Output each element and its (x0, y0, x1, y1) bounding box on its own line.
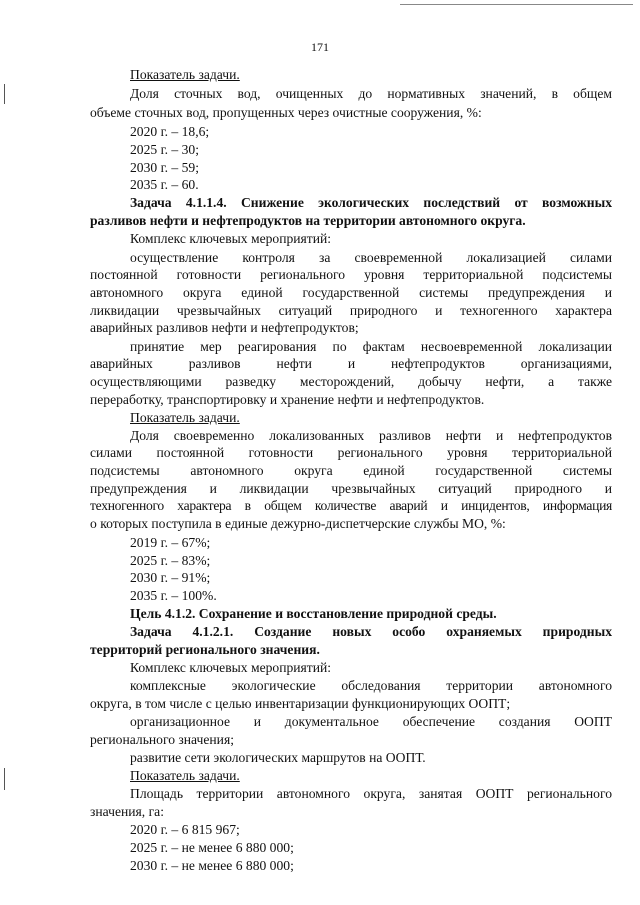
indicator-heading: Показатель задачи. (130, 67, 240, 82)
indicator-heading: Показатель задачи. (130, 410, 240, 425)
page-number: 171 (311, 40, 329, 54)
task-heading: территорий регионального значения. (90, 642, 320, 657)
paragraph-line: предупреждения и ликвидации чрезвычайных ситуаций природного и (90, 481, 612, 496)
paragraph-line: развитие сети экологических маршрутов на ООПТ. (130, 750, 426, 765)
paragraph-line: объеме сточных вод, пропущенных через очистные сооружения, %: (90, 105, 482, 120)
paragraph-line: автономного округа единой государственной системы предупреждения и (90, 285, 612, 300)
list-item: 2025 г. – 30; (130, 142, 199, 157)
paragraph-line: организационное и документальное обеспечение создания ООПТ (130, 714, 612, 729)
margin-mark (4, 768, 5, 790)
indicator-heading: Показатель задачи. (130, 768, 240, 783)
paragraph-line: принятие мер реагирования по фактам несвоевременной локализации (130, 339, 612, 354)
margin-mark (4, 84, 5, 104)
list-item: 2030 г. – 91%; (130, 570, 211, 585)
task-heading: Задача 4.1.2.1. Создание новых особо охраняемых природных (130, 624, 612, 639)
list-item: 2035 г. – 60. (130, 177, 199, 192)
goal-heading: Цель 4.1.2. Сохранение и восстановление природной среды. (130, 606, 497, 621)
list-item: 2035 г. – 100%. (130, 588, 217, 603)
paragraph-line: значения, га: (90, 804, 164, 819)
paragraph-line: округа, в том числе с целью инвентаризации функционирующих ООПТ; (90, 696, 511, 711)
paragraph-line: комплексные экологические обследования территории автономного (130, 678, 612, 693)
task-heading: Задача 4.1.1.4. Снижение экологических последствий от возможных (130, 195, 612, 210)
paragraph-line: осуществляющими разведку месторождений, добычу нефти, а также (90, 374, 612, 389)
list-item: 2025 г. – не менее 6 880 000; (130, 840, 294, 855)
paragraph-line: постоянной готовности регионального уровня территориальной подсистемы (90, 267, 612, 282)
paragraph-line: подсистемы автономного округа единой государственной системы (90, 463, 612, 478)
paragraph-line: осуществление контроля за своевременной локализацией силами (130, 250, 612, 265)
scan-edge-line (400, 4, 633, 5)
paragraph-line: техногенного характера в общем количестве аварий и инцидентов, информация (90, 498, 612, 513)
paragraph-line: аварийных разливов нефти и нефтепродуктов организациями, (90, 356, 612, 371)
list-item: 2019 г. – 67%; (130, 535, 211, 550)
list-item: 2030 г. – не менее 6 880 000; (130, 858, 294, 873)
paragraph-line: Доля сточных вод, очищенных до нормативных значений, в общем (130, 86, 612, 101)
list-item: 2030 г. – 59; (130, 160, 199, 175)
paragraph-line: Комплекс ключевых мероприятий: (130, 231, 332, 246)
paragraph-line: силами постоянной готовности регионального уровня территориальной (90, 445, 612, 460)
paragraph-line: Площадь территории автономного округа, занятая ООПТ регионального (130, 786, 612, 801)
paragraph-line: Доля своевременно локализованных разливов нефти и нефтепродуктов (130, 428, 612, 443)
list-item: 2025 г. – 83%; (130, 553, 211, 568)
list-item: 2020 г. – 18,6; (130, 124, 210, 139)
paragraph-line: переработку, транспортировку и хранение нефти и нефтепродуктов. (90, 392, 485, 407)
paragraph-line: Комплекс ключевых мероприятий: (130, 660, 332, 675)
paragraph-line: аварийных разливов нефти и нефтепродуктов; (90, 320, 359, 335)
paragraph-line: регионального значения; (90, 732, 234, 747)
paragraph-line: о которых поступила в единые дежурно-диспетчерские службы МО, %: (90, 516, 506, 531)
paragraph-line: ликвидации чрезвычайных ситуаций природного и техногенного характера (90, 303, 612, 318)
task-heading: разливов нефти и нефтепродуктов на территории автономного округа. (90, 213, 526, 228)
list-item: 2020 г. – 6 815 967; (130, 822, 240, 837)
